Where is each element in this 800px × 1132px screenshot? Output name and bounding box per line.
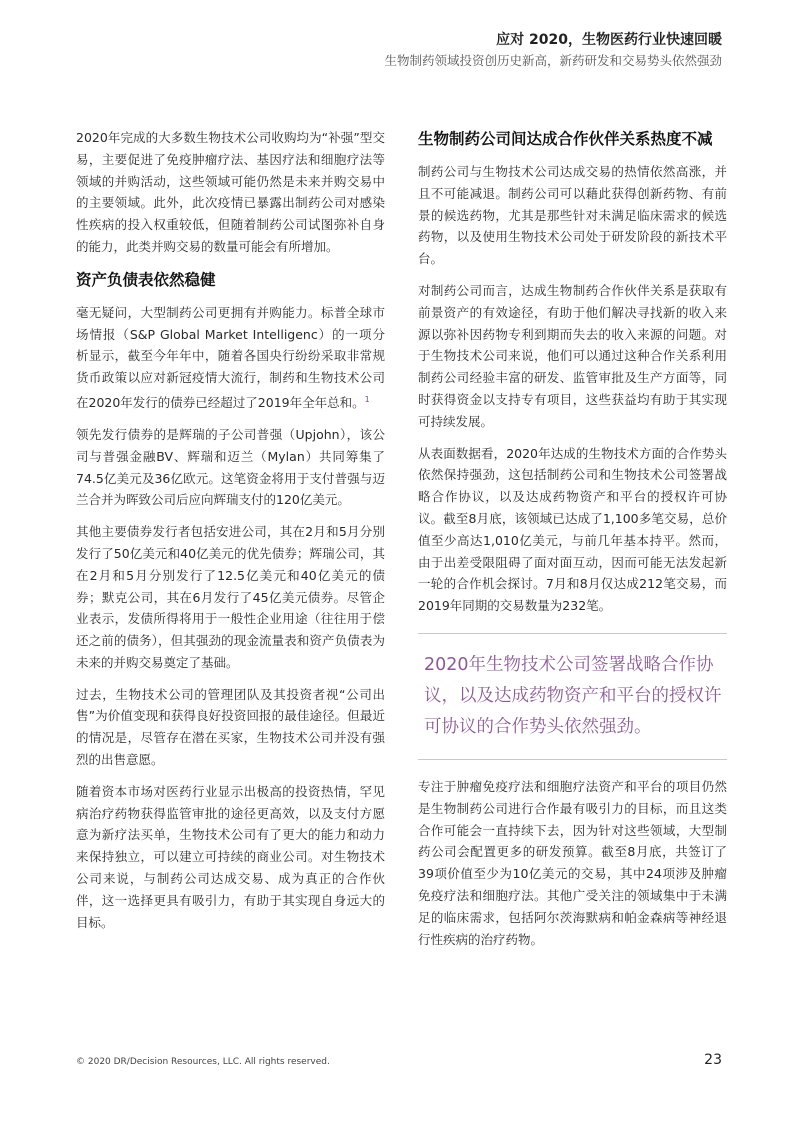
right-column — [418, 127, 727, 960]
header-subtitle: 生物制药领域投资创历史新高，新药研发和交易势头依然强劲 — [384, 53, 722, 68]
footer-copyright: © 2020 DR/Decision Resources, LLC. All rights reserved. — [76, 1057, 330, 1067]
paragraph: 随着资本市场对医药行业显示出极高的投资热情，罕见病治疗药物获得监管审批的途径更高效，以及支付方愿意为新疗法买单，生物技术公司有了更大的能力和动力来保持独立，可以建立可持续的商业公司。对生物技术公司来说，与制药公司达成交易、成为真正的合作伙伴，这一选择更具有吸引力，有助于其实现自身远大的目标。 — [76, 783, 385, 930]
paragraph-text: 毫无疑问，大型制药公司更拥有并购能力。标普全球市场情报（S&P Global Market Intelligenc）的一项分析显示，截至今年年中，随着各国央行纷纷采取非常规货币政策以应对新冠疫情大流行，制药和生物技术公司在2020年发行的债券已经超过了2019年全年总和。 — [76, 304, 385, 411]
paragraph: 过去，生物技术公司的管理团队及其投资者视“公司出售”为价值变现和获得良好投资回报的最佳途径。但最近的情况是，尽管存在潜在买家，生物技术公司并没有强烈的出售意愿。 — [76, 686, 385, 768]
paragraph: 领先发行债券的是辉瑞的子公司普强（Upjohn），该公司与普强金融BV、辉瑞和迈兰（Mylan）共同筹集了74.5亿美元及36亿欧元。这笔资金将用于支付普强与迈兰合并为晖致公司后应向辉瑞支付的120亿美元。 — [76, 426, 385, 508]
section-heading-partnerships: 生物制药公司间达成合作伙伴关系热度不减 — [418, 130, 713, 148]
section-heading-balance-sheet: 资产负债表依然稳健 — [76, 270, 216, 289]
paragraph: 对制药公司而言，达成生物制药合作伙伴关系是获取有前景资产的有效途径，有助于他们解决寻找新的收入来源以弥补因药物专利到期而失去的收入来源的问题。对于生物技术公司来说，他们可以通过这种合作关系利用制药公司经验丰富的研发、监管审批及生产方面等，同时获得资金以支持专有项目，这些获益均有助于其实现可持续发展。 — [418, 282, 727, 429]
header-title: 应对 2020，生物医药行业快速回暖 — [496, 32, 722, 48]
page-number: 23 — [704, 1052, 722, 1068]
paragraph — [76, 302, 385, 414]
left-column — [76, 127, 385, 943]
paragraph: 专注于肿瘤免疫疗法和细胞疗法资产和平台的项目仍然是生物制药公司进行合作最有吸引力的目标，而且这类合作可能会一直持续下去，因为针对这些领域，大型制药公司会配置更多的研发预算。截至8月底，共签订了39项价值至少为10亿美元的交易，其中24项涉及肿瘤免疫疗法和细胞疗法。其他广受关注的领域集中于未满足的临床需求，包括阿尔茨海默病和帕金森病等神经退行性疾病的治疗药物。 — [418, 778, 727, 947]
pull-quote: 2020年生物技术公司签署战略合作协议，以及达成药物资产和平台的授权许可协议的合作势头依然强劲。 — [424, 654, 722, 737]
pull-quote-bottom-rule — [418, 759, 727, 760]
paragraph: 制药公司与生物技术公司达成交易的热情依然高涨，并且不可能减退。制药公司可以藉此获得创新药物、有前景的候选药物，尤其是那些针对未满足临床需求的候选药物，以及使用生物技术公司处于研发阶段的新技术平台。 — [418, 164, 727, 267]
paragraph: 其他主要债券发行者包括安进公司，其在2月和5月分别发行了50亿美元和40亿美元的优先债券；辉瑞公司，其在2月和5月分别发行了12.5亿美元和40亿美元的债券；默克公司，其在6月发行了45亿美元债券。尽管企业表示，发债所得将用于一般性企业用途（往往用于偿还之前的债务），但其强劲的现金流量表和资产负债表为未来的并购交易奠定了基础。 — [76, 524, 385, 670]
paragraph: 从表面数据看，2020年达成的生物技术方面的合作势头依然保持强劲，这包括制药公司和生物技术公司签署战略合作协议，以及达成药物资产和平台的授权许可协议。截至8月底，该领域已达成了1,100多笔交易，总价值至少高达1,010亿美元，与前几年基本持平。然而，由于出差受限阻碍了面对面互动，因而可能无法发起新一轮的合作机会探讨。7月和8月仅达成212笔交易，而2019年同期的交易数量为232笔。 — [418, 445, 727, 614]
paragraph: 2020年完成的大多数生物技术公司收购均为“补强”型交易，主要促进了免疫肿瘤疗法、基因疗法和细胞疗法等领域的并购活动，这些领域可能仍然是未来并购交易中的主要领域。此外，此次疫情已暴露出制药公司对感染性疾病的投入权重较低，但随着制药公司试图弥补自身的能力，此类并购交易的数量可能会有所增加。 — [76, 130, 385, 254]
footnote-ref[interactable]: 1 — [364, 394, 370, 404]
